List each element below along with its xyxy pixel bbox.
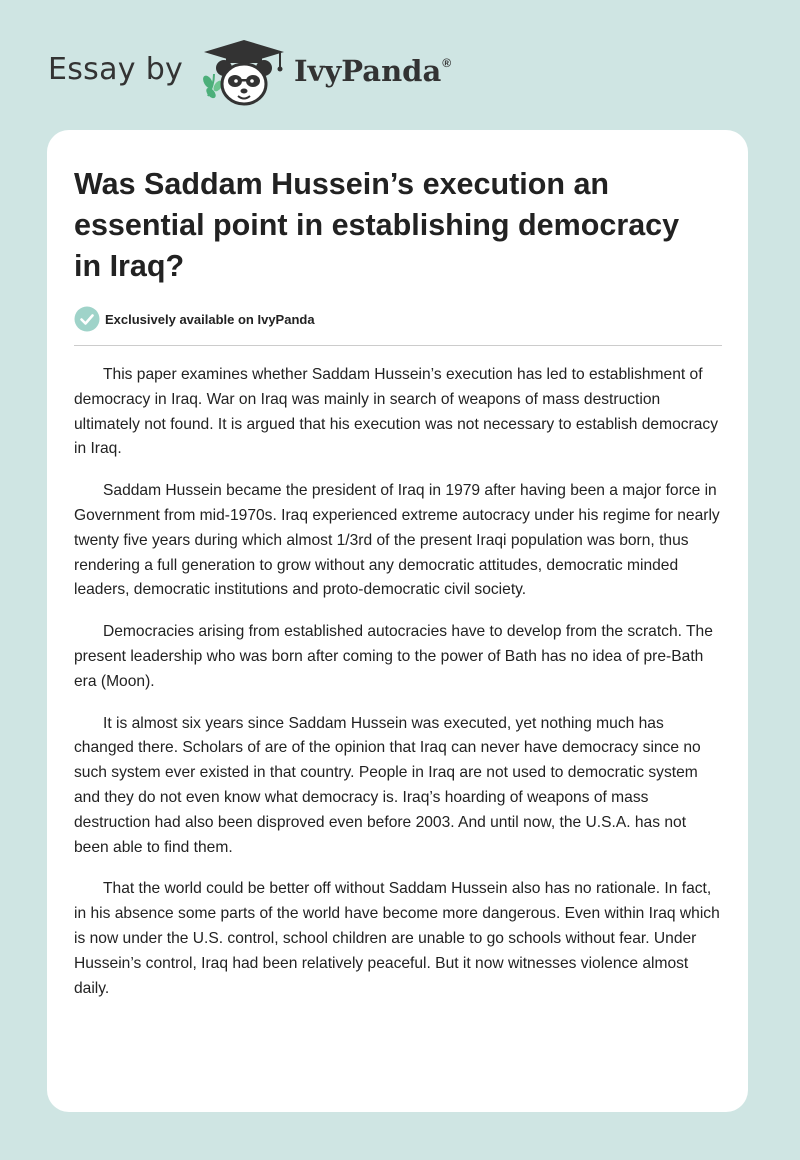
essay-by-label: Essay by (48, 52, 184, 87)
paragraph: It is almost six years since Saddam Hussein was executed, yet nothing much has changed there. Scholars of are of the opinion that Iraq can never have democracy since no such system ever existed in that country. People in Iraq are not used to democratic system and they do not even know what democracy is. Iraq’s hoarding of weapons of mass destruction had also been disproved even before 2003. And until now, the U.S.A. has not been able to find them. (74, 714, 701, 856)
paragraph: That the world could be better off without Saddam Hussein also has no rationale. In fact, in his absence some parts of the world have become more dangerous. Even within Iraq which is now under the U.S. control, school children are unable to go schools without fear. Under Hussein’s control, Iraq had been relatively peaceful. But it now witnesses violence almost daily. (74, 880, 720, 997)
trademark-mark: ® (442, 56, 452, 70)
paragraph: This paper examines whether Saddam Hussein’s execution has led to establishment of democracy in Iraq. War on Iraq was mainly in search of weapons of mass destruction ultimately not found. It is argued that his execution was not necessary to establish democracy in Iraq. (74, 366, 719, 458)
title-divider (74, 345, 722, 346)
exclusive-badge (74, 306, 315, 332)
paragraph: Saddam Hussein became the president of Iraq in 1979 after having been a major force in Government from mid-1970s. Iraq experienced extreme autocracy under his regime for nearly twenty five years during which almost 1/3rd of the present Iraqi population was born, thus rendering a full generation to grow without any democratic attitudes, democratic minded leaders, democratic institutions and proto-democratic civil society. (74, 482, 720, 599)
essay-body (74, 363, 724, 1018)
check-circle-icon (74, 306, 100, 332)
brand-label: IvyPanda (294, 54, 442, 88)
brand-name[interactable] (294, 54, 451, 88)
site-header (48, 38, 548, 108)
exclusive-label: Exclusively available on IvyPanda (105, 311, 315, 327)
paragraph: Democracies arising from established autocracies have to develop from the scratch. The present leadership who was born after coming to the power of Bath has no idea of pre-Bath era (Moon). (74, 623, 713, 690)
panda-graduate-icon[interactable] (200, 38, 288, 108)
essay-title: Was Saddam Hussein’s execution an essential point in establishing democracy in Iraq? (74, 167, 680, 283)
essay-card (47, 130, 748, 1112)
